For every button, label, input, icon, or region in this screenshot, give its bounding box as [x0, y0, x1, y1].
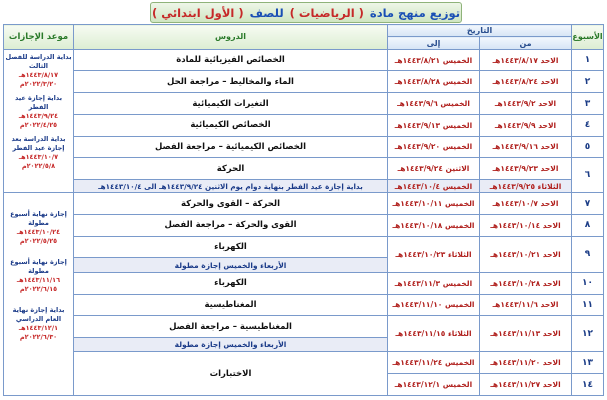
week-number: ٨ — [572, 215, 604, 237]
lesson: الحركة — [74, 158, 388, 180]
lesson: التغيرات الكيميائية — [74, 93, 388, 115]
date-to: الخميس ١٤٤٣/١١/١٠هـ — [388, 294, 480, 316]
holiday-note — [4, 306, 73, 342]
week-number: ١ — [572, 49, 604, 71]
lesson: الخصائص الكيميائية — [74, 114, 388, 136]
lesson: الاختبارات — [74, 352, 388, 396]
curriculum-table — [3, 24, 604, 396]
holiday-note — [4, 53, 73, 89]
holiday-hijri: ١٤٤٣/١٠/٧هـ — [18, 152, 59, 161]
lesson: الماء والمخاليط – مراجعة الحل — [74, 71, 388, 93]
header-lessons: الدروس — [74, 25, 388, 50]
table-row — [4, 215, 604, 237]
header-holidays: موعد الإجازات — [4, 25, 74, 50]
table-row — [4, 316, 604, 338]
header-to: إلى — [388, 37, 480, 49]
date-to: الخميس ١٤٤٣/١٠/٤هـ — [388, 179, 480, 192]
table-row — [4, 179, 604, 192]
table-row — [4, 272, 604, 294]
table-row — [4, 294, 604, 316]
lesson: الكهرباء — [74, 236, 388, 258]
date-to: الخميس ١٤٤٣/١١/٢٤هـ — [388, 352, 480, 374]
table-row — [4, 352, 604, 374]
holiday-gregorian: ٢٠٢٢/٥/٢٥م — [19, 237, 58, 246]
holiday-hijri: ١٤٤٣/٩/٢٤هـ — [18, 111, 59, 120]
date-to: الخميس ١٤٤٣/٩/٢٠هـ — [388, 136, 480, 158]
date-from: الاحد ١٤٤٣/١٠/١٤هـ — [480, 215, 572, 237]
date-to: الخميس ١٤٤٣/١٢/١هـ — [388, 374, 480, 396]
date-from: الثلاثاء ١٤٤٣/٩/٢٥هـ — [480, 179, 572, 192]
title-grade: ( الأول ابتدائي ) — [151, 5, 244, 20]
page-title — [150, 2, 462, 23]
holiday-label: بداية الدراسة بعد إجازة عيد الفطر — [11, 134, 66, 152]
date-from: الاحد ١٤٤٣/١١/٢٠هـ — [480, 352, 572, 374]
holiday-gregorian: ٢٠٢٢/٤/٢٥م — [19, 120, 58, 129]
holiday-gregorian: ٢٠٢٢/٦/٣٠م — [19, 333, 58, 342]
date-to: الخميس ١٤٤٣/١٠/١٨هـ — [388, 215, 480, 237]
week-number: ٩ — [572, 236, 604, 272]
date-to: الاثنين ١٤٤٣/٩/٢٤هـ — [388, 158, 480, 180]
title-for-grade: للصف — [249, 5, 284, 20]
week-number: ١٤ — [572, 374, 604, 396]
date-from: الاحد ١٤٤٣/١٠/٧هـ — [480, 193, 572, 215]
holidays-column-top — [4, 49, 74, 193]
week-number: ١٠ — [572, 272, 604, 294]
date-to: الخميس ١٤٤٣/٩/١٣هـ — [388, 114, 480, 136]
date-from: الاحد ١٤٤٣/٩/١٦هـ — [480, 136, 572, 158]
table-row — [4, 236, 604, 258]
table-row — [4, 158, 604, 180]
holiday-gregorian: ٢٠٢٢/٦/١٥م — [19, 285, 58, 294]
eid-break-note: بداية إجازة عيد الفطر بنهاية دوام يوم الاثنين ١٤٤٣/٩/٢٤هـ الى ١٤٤٣/١٠/٤هـ — [74, 179, 388, 192]
date-from: الاحد ١٤٤٣/١١/٦هـ — [480, 294, 572, 316]
lesson: الحركة – القوى والحركة — [74, 193, 388, 215]
holidays-column-bottom — [4, 193, 74, 396]
holiday-label: بداية الدراسة للفصل الثالث — [5, 52, 72, 70]
holiday-label: بداية إجازة عيد الفطر — [14, 93, 63, 111]
holiday-note — [4, 210, 73, 246]
date-from: الاحد ١٤٤٣/٩/٢هـ — [480, 93, 572, 115]
header-from: من — [480, 37, 572, 49]
header-date: التاريخ — [388, 25, 572, 37]
table-row — [4, 93, 604, 115]
holiday-note — [4, 258, 73, 294]
week-number: ٥ — [572, 136, 604, 158]
holiday-note — [4, 135, 73, 171]
date-to: الخميس ١٤٤٣/٨/٢١هـ — [388, 49, 480, 71]
date-from: الاحد ١٤٤٣/٨/١٧هـ — [480, 49, 572, 71]
date-to: الثلاثاء ١٤٤٣/١٠/٢٣هـ — [388, 236, 480, 272]
date-from: الاحد ١٤٤٣/٩/٩هـ — [480, 114, 572, 136]
date-from: الاحد ١٤٤٣/١٠/٢٨هـ — [480, 272, 572, 294]
week-number: ١١ — [572, 294, 604, 316]
date-to: الخميس ١٤٤٣/٨/٢٨هـ — [388, 71, 480, 93]
holiday-hijri: ١٤٤٣/١٢/١هـ — [18, 324, 59, 333]
week-number: ٧ — [572, 193, 604, 215]
date-from: الاحد ١٤٤٣/٩/٢٣هـ — [480, 158, 572, 180]
table-row — [4, 193, 604, 215]
holiday-hijri: ١٤٤٣/٨/١٧هـ — [18, 70, 59, 79]
lesson: المغناطيسية – مراجعة الفصل — [74, 316, 388, 338]
week-number: ٦ — [572, 158, 604, 193]
lesson: المغناطيسية — [74, 294, 388, 316]
table-row — [4, 71, 604, 93]
holiday-hijri: ١٤٤٣/١٠/٢٤هـ — [16, 228, 61, 237]
date-to: الخميس ١٤٤٣/٩/٦هـ — [388, 93, 480, 115]
holiday-label: إجازة نهاية أسبوع مطولة — [10, 210, 67, 228]
date-from: الاحد ١٤٤٣/٨/٢٤هـ — [480, 71, 572, 93]
holiday-hijri: ١٤٤٣/١١/١٦هـ — [16, 276, 61, 285]
table-row — [4, 136, 604, 158]
lesson: الخصائص الفيزيائية للمادة — [74, 49, 388, 71]
date-to: الثلاثاء ١٤٤٣/١١/١٥هـ — [388, 316, 480, 352]
holiday-note — [4, 94, 73, 130]
title-subject: ( الرياضيات ) — [289, 5, 364, 20]
title-prefix: توزيع منهج مادة — [369, 5, 461, 20]
week-number: ١٣ — [572, 352, 604, 374]
holiday-label: إجازة نهاية أسبوع مطولة — [10, 258, 67, 276]
week-number: ٣ — [572, 93, 604, 115]
holiday-gregorian: ٢٠٢٢/٥/٨م — [21, 161, 56, 170]
long-weekend-note: الأربعاء والخميس إجازة مطولة — [74, 258, 388, 272]
long-weekend-note: الأربعاء والخميس إجازة مطولة — [74, 337, 388, 351]
date-from: الاحد ١٤٤٣/١٠/٢١هـ — [480, 236, 572, 272]
holiday-label: بداية إجازة نهاية العام الدراسي — [12, 306, 65, 324]
date-from: الاحد ١٤٤٣/١١/١٣هـ — [480, 316, 572, 352]
header-week: الأسبوع — [572, 25, 604, 50]
week-number: ٢ — [572, 71, 604, 93]
lesson: الكهرباء — [74, 272, 388, 294]
date-from: الاحد ١٤٤٣/١١/٢٧هـ — [480, 374, 572, 396]
holiday-gregorian: ٢٠٢٢/٣/٢٠م — [19, 79, 58, 88]
week-number: ١٢ — [572, 316, 604, 352]
date-to: الخميس ١٤٤٣/١١/٣هـ — [388, 272, 480, 294]
week-number: ٤ — [572, 114, 604, 136]
date-to: الخميس ١٤٤٣/١٠/١١هـ — [388, 193, 480, 215]
table-row — [4, 49, 604, 71]
table-row — [4, 114, 604, 136]
lesson: الخصائص الكيميائية – مراجعة الفصل — [74, 136, 388, 158]
lesson: القوى والحركة – مراجعة الفصل — [74, 215, 388, 237]
